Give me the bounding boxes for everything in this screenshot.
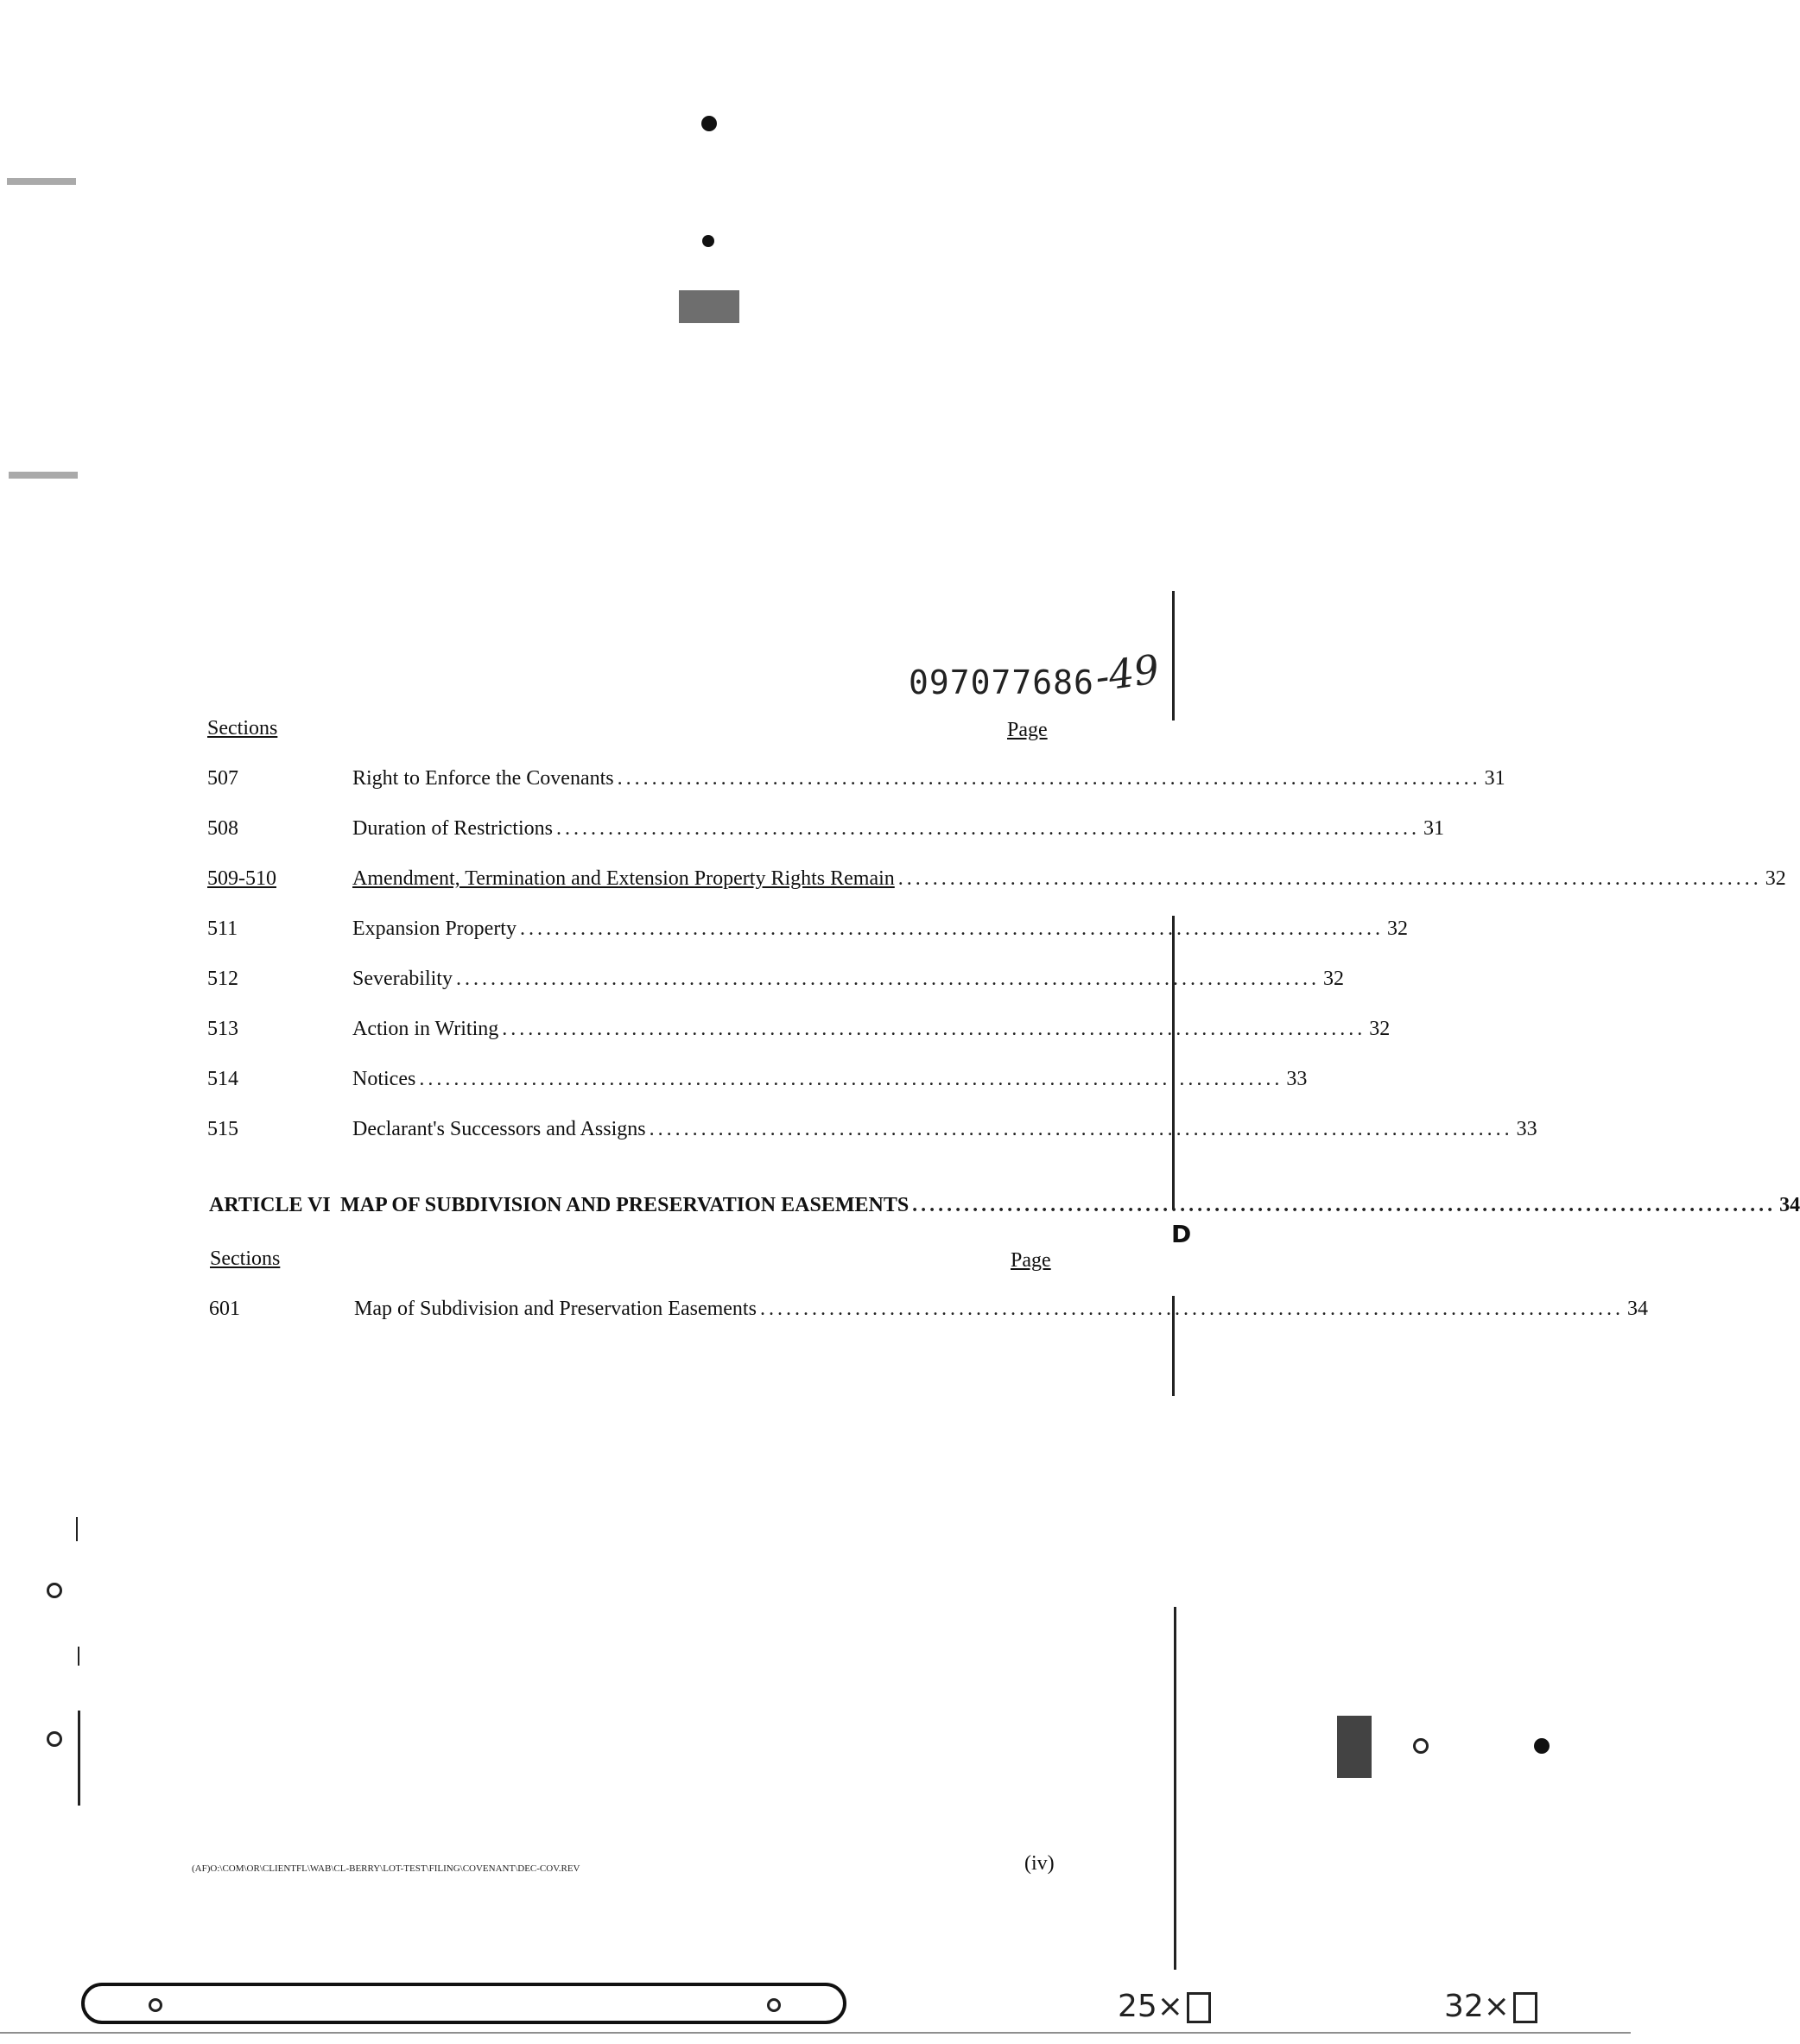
toc-entry (207, 867, 1786, 897)
punch-hole-mark (702, 235, 714, 247)
magnification-mark (1118, 1989, 1211, 2024)
section-title: Amendment, Termination and Extension Property Rights Remain (352, 867, 895, 890)
section-number: 601 (209, 1298, 240, 1320)
ring-mark (47, 1731, 62, 1747)
ring-mark (149, 1998, 162, 2012)
dot-leader: .................................................................................................... (617, 767, 1481, 790)
scan-margin-line (1172, 591, 1175, 720)
article-heading (209, 1194, 1800, 1223)
scan-margin-line (76, 1517, 78, 1541)
sections-header: Sections (207, 717, 278, 740)
scan-smudge (9, 472, 78, 479)
section-title: Action in Writing (352, 1018, 499, 1040)
dot-leader: .................................................................................................... (649, 1118, 1513, 1140)
dot-leader: .................................................................................................... (759, 1298, 1624, 1320)
document-number: 097077686 (909, 663, 1094, 701)
section-page: 32 (1369, 1018, 1391, 1040)
magnification-label: 25× (1118, 1989, 1183, 2024)
file-path-footer: (AF)O:\COM\OR\CLIENTFL\WAB\CL-BERRY\LOT-TEST\FILING\COVENANT\DEC-COV.REV (192, 1863, 580, 1874)
square-icon (1187, 1992, 1211, 2023)
page-number: (iv) (1024, 1852, 1055, 1875)
section-title: Duration of Restrictions (352, 817, 553, 840)
margin-letter: D (1171, 1220, 1192, 1248)
section-page: 32 (1322, 968, 1344, 990)
dot-leader: .................................................................................................... (519, 917, 1384, 940)
section-number: 511 (207, 917, 238, 940)
toc-entry (207, 1018, 1391, 1047)
scan-smudge (7, 178, 76, 185)
punch-hole-mark (1534, 1738, 1550, 1754)
section-title: Map of Subdivision and Preservation Easements (354, 1298, 757, 1320)
scan-margin-line (1172, 916, 1175, 1209)
page-header: Page (1011, 1249, 1051, 1272)
scan-ruler-bar (81, 1983, 846, 2024)
section-number: 512 (207, 968, 238, 990)
toc-entry (207, 917, 1408, 947)
toc-entry (209, 1298, 1648, 1327)
dot-leader: .................................................................................................... (455, 968, 1320, 990)
page-header: Page (1007, 719, 1048, 741)
section-page: 34 (1626, 1298, 1648, 1320)
section-title: Notices (352, 1068, 416, 1090)
section-page: 32 (1765, 867, 1786, 890)
section-page: 31 (1484, 767, 1505, 790)
dot-leader: .................................................................................................... (897, 867, 1762, 890)
section-title: Right to Enforce the Covenants (352, 767, 614, 790)
magnification-mark (1444, 1989, 1537, 2024)
toc-entry (207, 1068, 1308, 1097)
section-title: Expansion Property (352, 917, 517, 940)
article-page: 34 (1779, 1194, 1800, 1216)
section-number: 514 (207, 1068, 238, 1090)
section-number: 513 (207, 1018, 238, 1040)
ring-mark (767, 1998, 781, 2012)
article-label: ARTICLE VI (209, 1194, 331, 1216)
section-page: 31 (1423, 817, 1444, 840)
toc-entry (207, 1118, 1537, 1147)
ring-mark (1413, 1738, 1429, 1754)
section-number: 515 (207, 1118, 238, 1140)
dot-leader: .................................................................................................... (419, 1068, 1283, 1090)
section-page: 32 (1386, 917, 1408, 940)
ring-mark (47, 1583, 62, 1598)
sections-header: Sections (210, 1247, 281, 1270)
toc-entry (207, 968, 1344, 997)
square-icon (1513, 1992, 1537, 2023)
scan-smudge (679, 290, 739, 323)
handwritten-page-suffix: -49 (1092, 645, 1163, 701)
article-title: MAP OF SUBDIVISION AND PRESERVATION EASEMENTS (340, 1194, 910, 1216)
toc-entry (207, 817, 1444, 847)
scan-smudge (1337, 1716, 1372, 1778)
section-page: 33 (1286, 1068, 1308, 1090)
dot-leader: .................................................................................................... (555, 817, 1420, 840)
magnification-label: 32× (1444, 1989, 1510, 2024)
punch-hole-mark (701, 116, 717, 131)
scan-margin-line (78, 1647, 79, 1666)
section-number: 507 (207, 767, 238, 790)
scan-margin-line (78, 1711, 80, 1806)
dot-leader: .................................................................................................... (912, 1194, 1777, 1216)
scan-margin-line (1174, 1607, 1176, 1970)
scan-edge-line (0, 2032, 1631, 2034)
section-title: Severability (352, 968, 453, 990)
section-page: 33 (1516, 1118, 1537, 1140)
section-number: 508 (207, 817, 238, 840)
section-title: Declarant's Successors and Assigns (352, 1118, 646, 1140)
dot-leader: .................................................................................................... (502, 1018, 1366, 1040)
section-number: 509-510 (207, 867, 276, 890)
toc-entry (207, 767, 1505, 797)
